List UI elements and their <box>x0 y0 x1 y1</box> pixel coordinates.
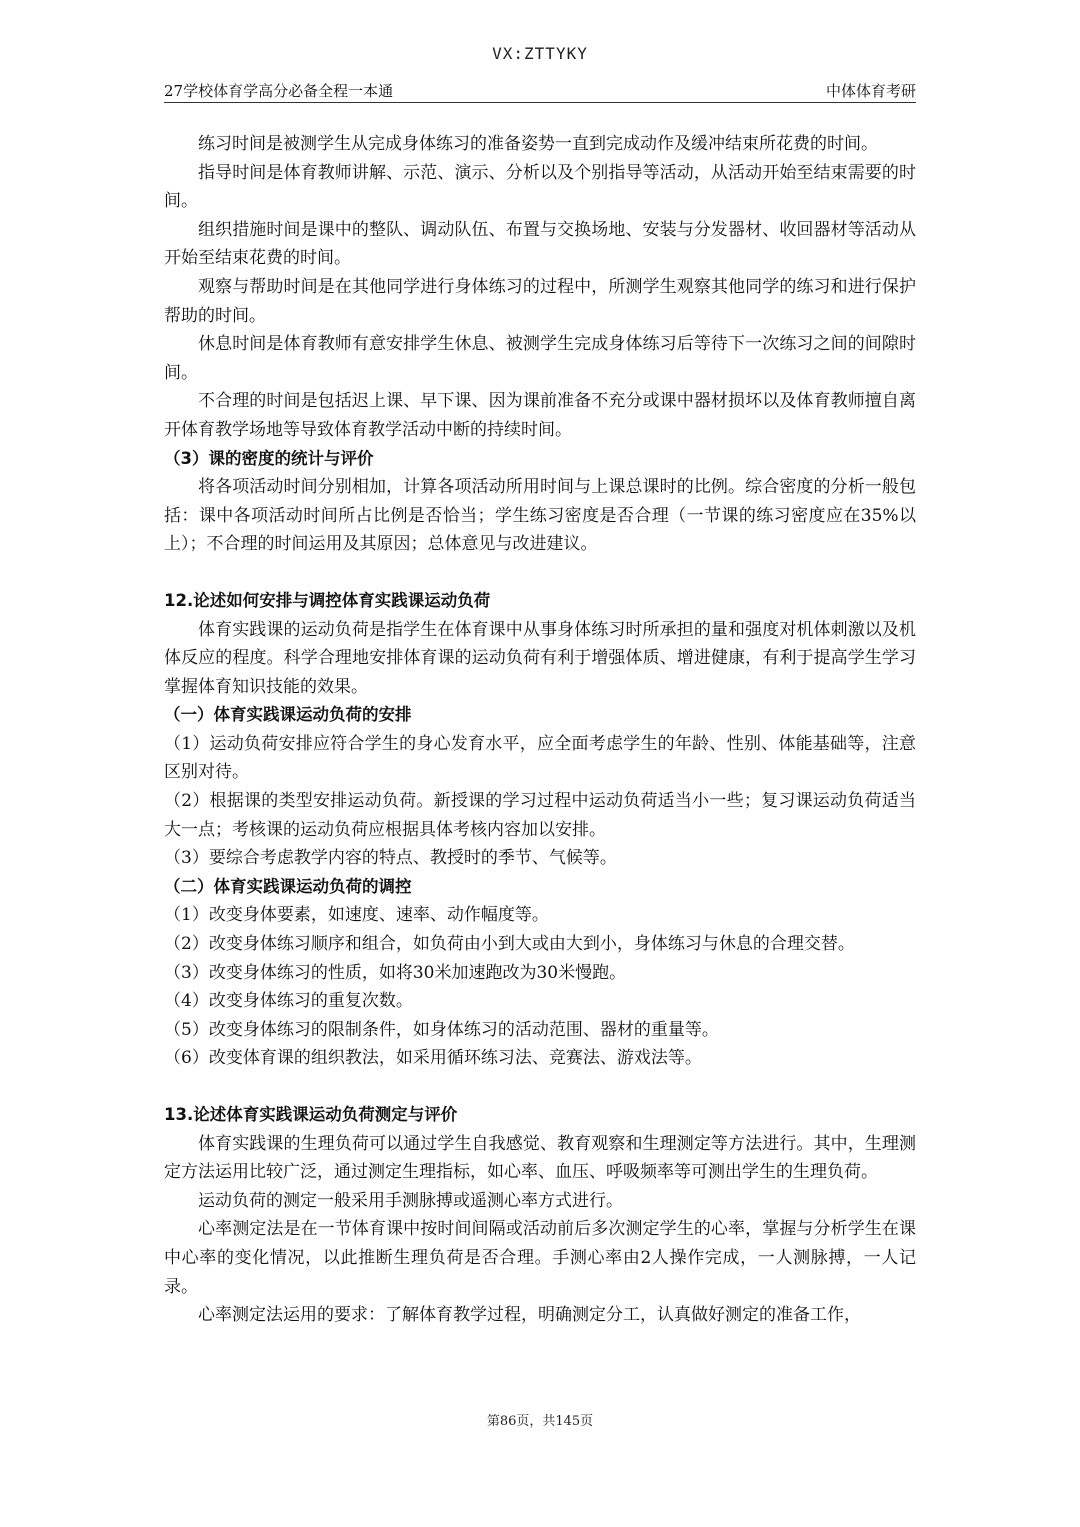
body-paragraph: （1）改变身体要素，如速度、速率、动作幅度等。 <box>164 905 549 926</box>
section-heading: 12.论述如何安排与调控体育实践课运动负荷 <box>164 590 491 610</box>
body-paragraph: （5）改变身体练习的限制条件，如身体练习的活动范围、器材的重量等。 <box>164 1019 719 1040</box>
body-paragraph: 心率测定法是在一节体育课中按时间间隔或活动前后多次测定学生的心率，掌握与分析学生在课中心率的变化情况，以此推断生理负荷是否合理。手测心率由2人操作完成，一人测脉搏，一人记录。 <box>164 1219 916 1297</box>
body-paragraph: 不合理的时间是包括迟上课、早下课、因为课前准备不充分或课中器材损坏以及体育教师擅自离开体育教学场地等导致体育教学活动中断的持续时间。 <box>164 391 916 440</box>
body-paragraph: （2）改变身体练习顺序和组合，如负荷由小到大或由大到小，身体练习与休息的合理交替。 <box>164 934 855 955</box>
section-heading: （3）课的密度的统计与评价 <box>164 448 374 468</box>
page-body <box>164 130 916 1330</box>
page-number: 第86页，共145页 <box>486 1414 594 1429</box>
body-paragraph: 指导时间是体育教师讲解、示范、演示、分析以及个别指导等活动，从活动开始至结束需要的时间。 <box>164 162 916 212</box>
section-heading: （二）体育实践课运动负荷的调控 <box>164 876 412 896</box>
header-publisher: 中体体育考研 <box>825 82 916 100</box>
body-paragraph: 组织措施时间是课中的整队、调动队伍、布置与交换场地、安装与分发器材、收回器材等活动从开始至结束花费的时间。 <box>164 219 916 269</box>
body-paragraph: （6）改变体育课的组织教法，如采用循环练习法、竞赛法、游戏法等。 <box>164 1048 702 1069</box>
page-header <box>164 78 916 103</box>
body-paragraph: 运动负荷的测定一般采用手测脉搏或遥测心率方式进行。 <box>198 1190 623 1211</box>
section-heading: 13.论述体育实践课运动负荷测定与评价 <box>164 1105 458 1124</box>
body-paragraph: 练习时间是被测学生从完成身体练习的准备姿势一直到完成动作及缓冲结束所花费的时间。 <box>198 134 878 154</box>
body-paragraph: （3）要综合考虑教学内容的特点、教授时的季节、气候等。 <box>164 848 617 869</box>
body-paragraph: （1）运动负荷安排应符合学生的身心发育水平，应全面考虑学生的年龄、性别、体能基础等，注意区别对待。 <box>164 733 916 783</box>
body-paragraph: 观察与帮助时间是在其他同学进行身体练习的过程中，所测学生观察其他同学的练习和进行保护帮助的时间。 <box>164 276 916 326</box>
body-paragraph: 心率测定法运用的要求：了解体育教学过程，明确测定分工，认真做好测定的准备工作， <box>198 1305 861 1326</box>
header-book-title: 27学校体育学高分必备全程一本通 <box>164 82 394 100</box>
section-heading: （一）体育实践课运动负荷的安排 <box>164 705 412 725</box>
body-paragraph: 体育实践课的生理负荷可以通过学生自我感觉、教育观察和生理测定等方法进行。其中，生理测定方法运用比较广泛，通过测定生理指标，如心率、血压、呼吸频率等可测出学生的生理负荷。 <box>164 1133 916 1183</box>
watermark-text: VX:ZTTYKY <box>492 44 588 63</box>
body-paragraph: （3）改变身体练习的性质，如将30米加速跑改为30米慢跑。 <box>164 962 627 983</box>
body-paragraph: 体育实践课的运动负荷是指学生在体育课中从事身体练习时所承担的量和强度对机体刺激以及机体反应的程度。科学合理地安排体育课的运动负荷有利于增强体质、增进健康，有利于提高学生学习掌握体育知识技能的效果。 <box>164 619 916 697</box>
body-paragraph: 将各项活动时间分别相加，计算各项活动所用时间与上课总课时的比例。综合密度的分析一般包括：课中各项活动时间所占比例是否恰当；学生练习密度是否合理（一节课的练习密度应在35%以上）；不合理的时间运用及其原因；总体意见与改进建议。 <box>164 477 916 555</box>
body-paragraph: （2）根据课的类型安排运动负荷。新授课的学习过程中运动负荷适当小一些；复习课运动负荷适当大一点；考核课的运动负荷应根据具体考核内容加以安排。 <box>164 791 916 840</box>
body-paragraph: （4）改变身体练习的重复次数。 <box>164 991 413 1012</box>
body-paragraph: 休息时间是体育教师有意安排学生休息、被测学生完成身体练习后等待下一次练习之间的间隙时间。 <box>164 334 916 383</box>
